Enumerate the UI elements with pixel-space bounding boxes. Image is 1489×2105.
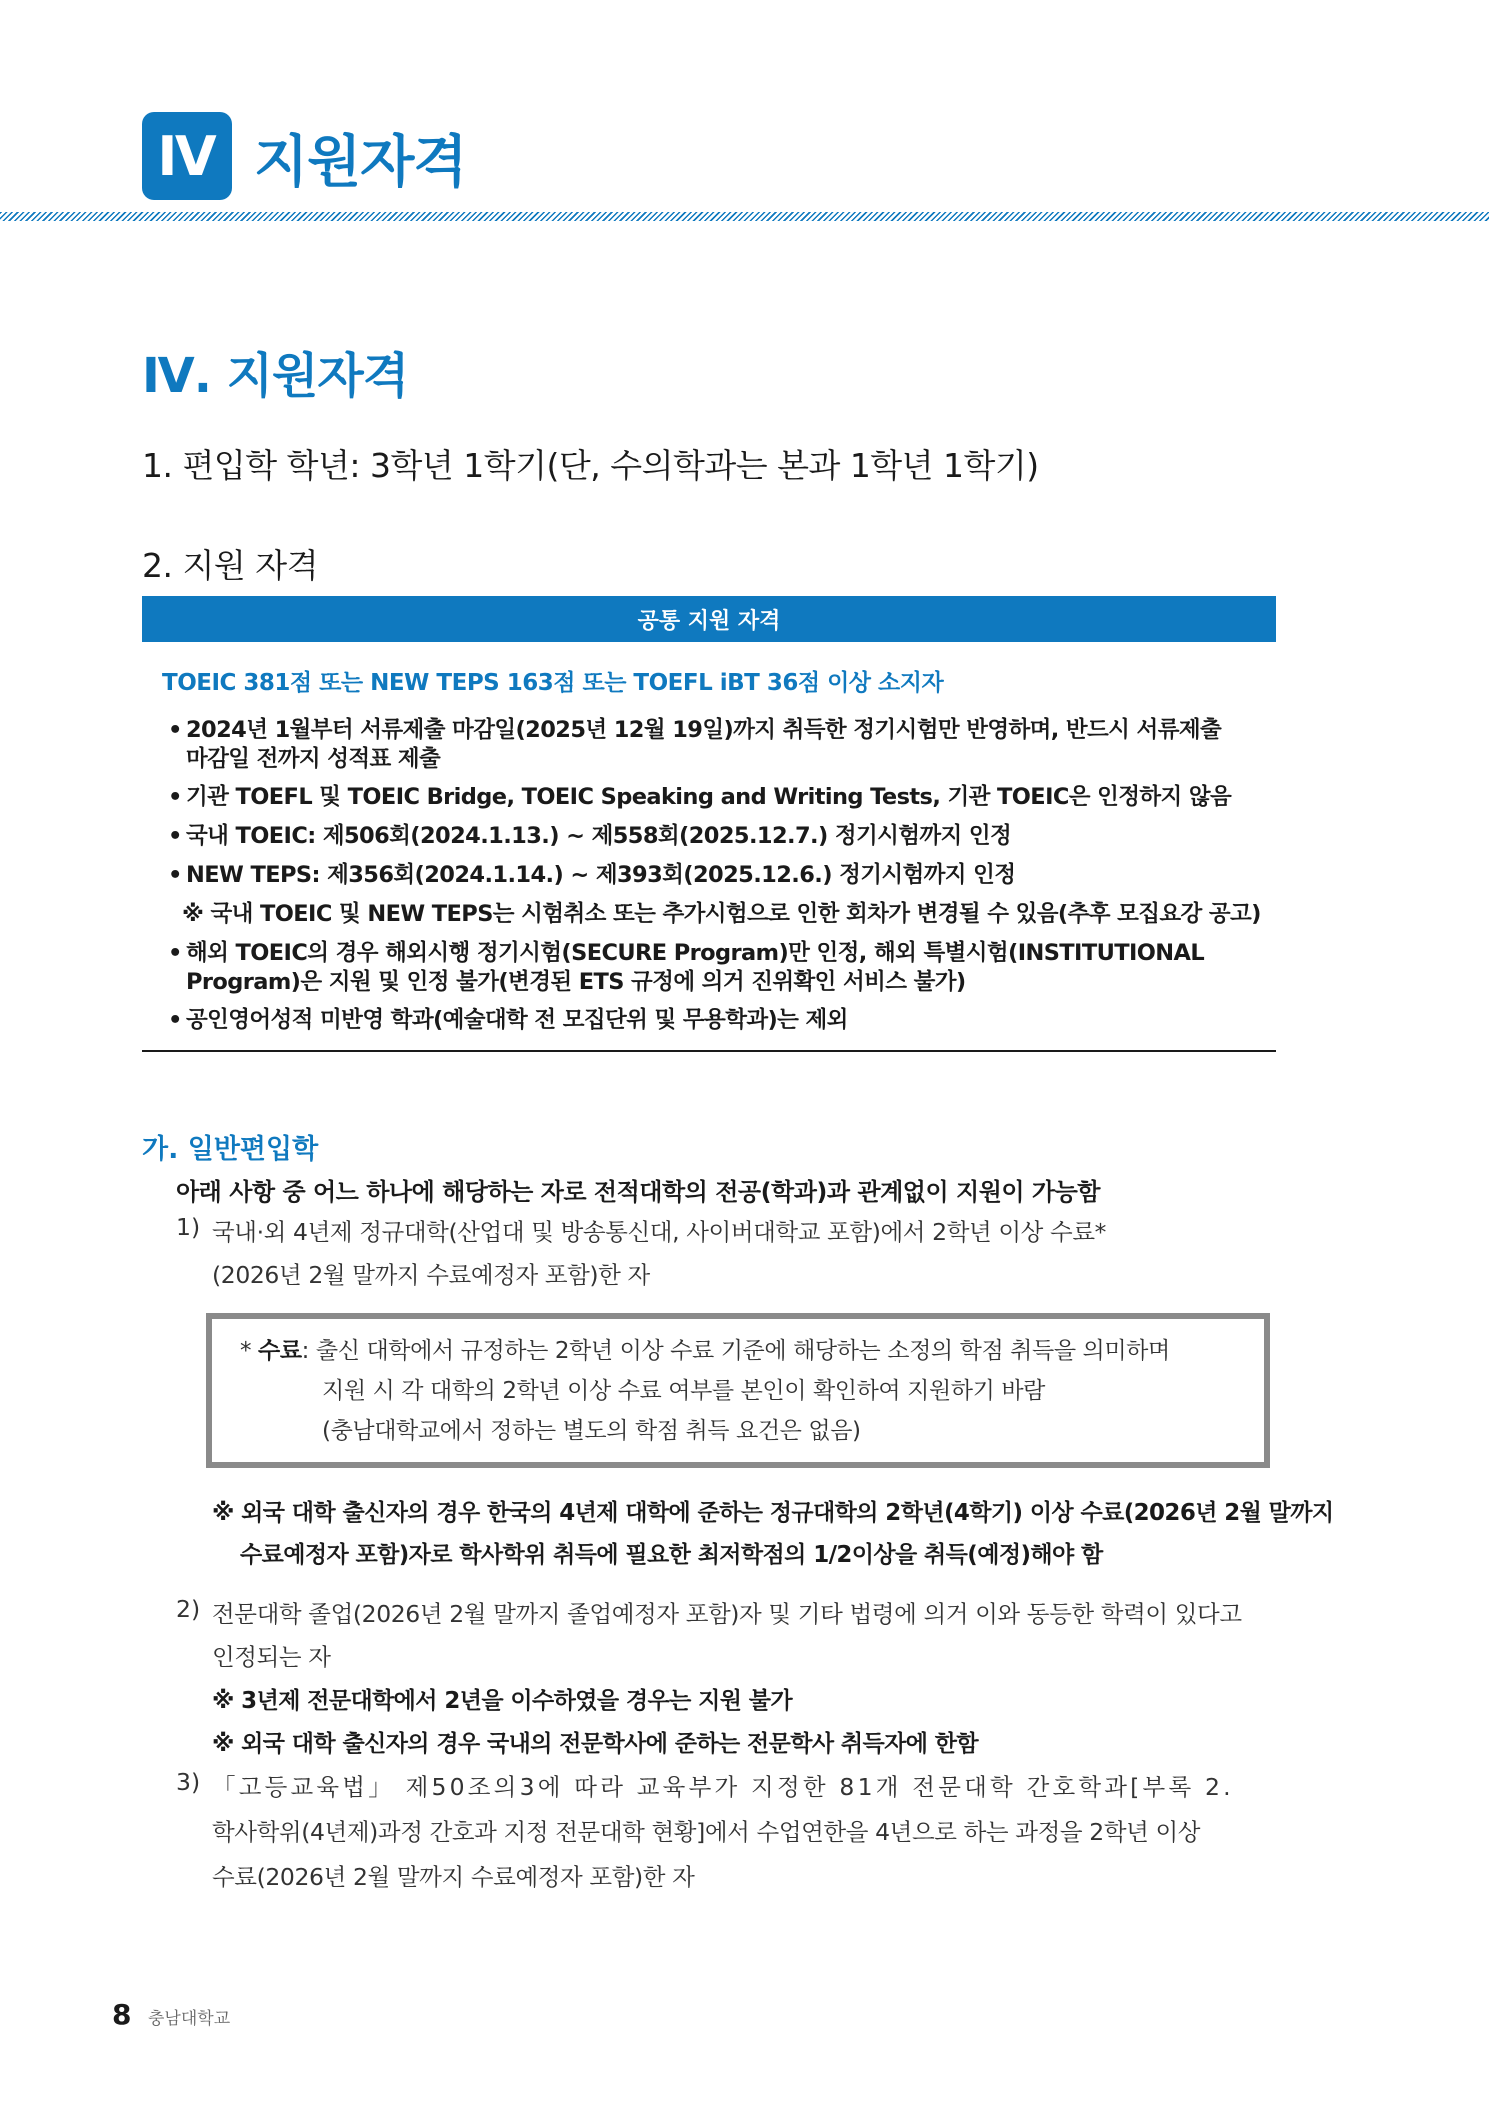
requirement-note: ※ 외국 대학 출신자의 경우 국내의 전문학사에 준하는 전문학사 취득자에 한함: [212, 1731, 978, 1757]
list-item: [168, 1001, 1276, 1040]
bullet-text: 2024년 1월부터 서류제출 마감일(2025년 12월 19일)까지 취득한 정기시험만 반영하며, 반드시 서류제출: [186, 717, 1222, 743]
common-eligibility-box: [142, 596, 1276, 1052]
bullet-text: 공인영어성적 미반영 학과(예술대학 전 모집단위 및 무용학과)는 제외: [186, 1007, 848, 1033]
foreign-university-note: ※ 외국 대학 출신자의 경우 한국의 4년제 대학에 준하는 정규대학의 2학년(4학기) 이상 수료(2026년 2월 말까지: [212, 1500, 1334, 1526]
definition-term: 수료: [258, 1338, 302, 1364]
requirement-number: 1): [176, 1213, 201, 1241]
general-transfer-title: 가. 일반편입학: [142, 1134, 319, 1165]
definition-box: [206, 1313, 1270, 1468]
foreign-university-note: 수료예정자 포함)자로 학사학위 취득에 필요한 최저학점의 1/2이상을 취득(예정)해야 함: [240, 1542, 1103, 1568]
requirement-text: (2026년 2월 말까지 수료예정자 포함)한 자: [212, 1261, 650, 1289]
common-bullet-list: [168, 711, 1276, 1040]
list-item: [168, 817, 1276, 856]
list-note: ※ 국내 TOEIC 및 NEW TEPS는 시험취소 또는 추가시험으로 인한 회차가 변경될 수 있음(추후 모집요강 공고): [182, 901, 1261, 927]
english-score-requirement: TOEIC 381점 또는 NEW TEPS 163점 또는 TOEFL iBT 36점 이상 소지자: [162, 670, 944, 696]
chapter-title: 지원자격: [254, 130, 467, 195]
bullet-text: 해외 TOEIC의 경우 해외시행 정기시험(SECURE Program)만 인정, 해외 특별시험(INSTITUTIONAL: [186, 940, 1205, 966]
requirement-number: 3): [176, 1768, 201, 1796]
requirement-text: 「고등교육법」 제50조의3에 따라 교육부가 지정한 81개 전문대학 간호학과[부록 2.: [212, 1773, 1234, 1801]
definition-line: (충남대학교에서 정하는 별도의 학점 취득 요건은 없음): [322, 1418, 861, 1444]
definition-line: 지원 시 각 대학의 2학년 이상 수료 여부를 본인이 확인하여 지원하기 바람: [322, 1378, 1045, 1404]
requirement-text: 국내·외 4년제 정규대학(산업대 및 방송통신대, 사이버대학교 포함)에서 2학년 이상 수료*: [212, 1218, 1106, 1246]
requirement-text: 전문대학 졸업(2026년 2월 말까지 졸업예정자 포함)자 및 기타 법령에 의거 이와 동등한 학력이 있다고: [212, 1600, 1242, 1628]
footer-university-name: 충남대학교: [148, 2009, 231, 2029]
list-item: [168, 934, 1276, 1001]
item-heading-eligibility: 2. 지원 자격: [142, 546, 318, 585]
list-item: [168, 711, 1276, 778]
requirement-text: 인정되는 자: [212, 1643, 331, 1671]
definition-line: [240, 1331, 1236, 1371]
item-heading-grade: 1. 편입학 학년: 3학년 1학기(단, 수의학과는 본과 1학년 1학기): [142, 446, 1039, 485]
requirement-text: 학사학위(4년제)과정 간호과 지정 전문대학 현황]에서 수업연한을 4년으로 하는 과정을 2학년 이상: [212, 1818, 1201, 1846]
bullet-text: 마감일 전까지 성적표 제출: [186, 746, 441, 772]
section-title: Ⅳ. 지원자격: [142, 348, 409, 404]
general-transfer-lead: 아래 사항 중 어느 하나에 해당하는 자로 전적대학의 전공(학과)과 관계없이 지원이 가능함: [176, 1178, 1100, 1206]
bullet-text: Program)은 지원 및 인정 불가(변경된 ETS 규정에 의거 진위확인 서비스 불가): [186, 969, 966, 995]
definition-text: : 출신 대학에서 규정하는 2학년 이상 수료 기준에 해당하는 소정의 학점 취득을 의미하며: [301, 1338, 1170, 1364]
section-divider: [142, 1050, 1276, 1052]
chapter-badge: Ⅳ: [142, 112, 232, 200]
bullet-text: NEW TEPS: 제356회(2024.1.14.) ~ 제393회(2025.12.6.) 정기시험까지 인정: [186, 862, 1016, 888]
bullet-text: 기관 TOEFL 및 TOEIC Bridge, TOEIC Speaking and Writing Tests, 기관 TOEIC은 인정하지 않음: [186, 784, 1232, 810]
requirement-note: ※ 3년제 전문대학에서 2년을 이수하였을 경우는 지원 불가: [212, 1688, 793, 1714]
requirement-number: 2): [176, 1595, 201, 1623]
list-item: [168, 778, 1276, 817]
page-number: 8: [112, 1998, 132, 2031]
common-eligibility-header: 공통 지원 자격: [142, 596, 1276, 642]
bullet-text: 국내 TOEIC: 제506회(2024.1.13.) ~ 제558회(2025.12.7.) 정기시험까지 인정: [186, 823, 1012, 849]
requirement-text: 수료(2026년 2월 말까지 수료예정자 포함)한 자: [212, 1863, 695, 1891]
hatched-divider: [0, 212, 1489, 221]
list-item: [168, 856, 1276, 895]
definition-star: *: [240, 1338, 252, 1364]
